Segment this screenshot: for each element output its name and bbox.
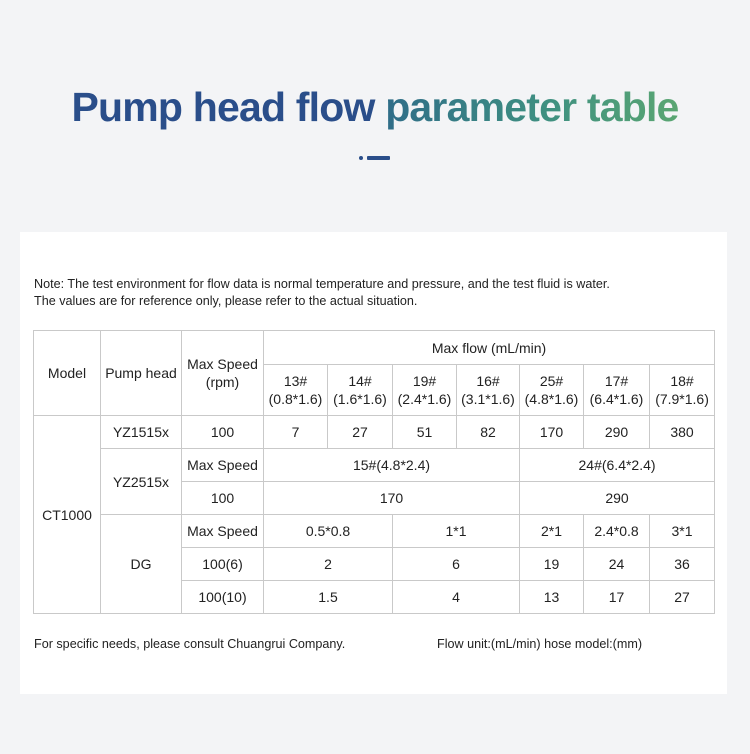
hose-dim: (4.8*1.6) (524, 391, 579, 407)
flow-value: 19 (520, 548, 584, 581)
hose-header-25 (520, 365, 584, 416)
page-title (0, 82, 750, 132)
title-part-2: parameter table (385, 84, 679, 130)
flow-value: 290 (520, 482, 715, 515)
hose-header-14 (328, 365, 393, 416)
hose-header-19 (393, 365, 457, 416)
hose-dim: (6.4*1.6) (589, 391, 644, 407)
title-part-1: Pump head flow (71, 84, 375, 130)
hose-num: 18# (670, 373, 694, 389)
pump-dg: DG (101, 515, 182, 614)
hose-size: 15#(4.8*2.4) (264, 449, 520, 482)
hose-header-13 (264, 365, 328, 416)
flow-value: 170 (520, 416, 584, 449)
note-line-2: The values are for reference only, please refer to the actual situation. (34, 294, 418, 308)
flow-value: 36 (650, 548, 715, 581)
flow-value: 4 (393, 581, 520, 614)
speed-label: Max Speed (182, 515, 264, 548)
hose-num: 17# (604, 373, 629, 389)
note (34, 276, 610, 310)
header-max-flow: Max flow (mL/min) (264, 331, 715, 365)
hose-dim: (3.1*1.6) (461, 391, 515, 407)
header-pump-head: Pump head (101, 331, 182, 416)
hose-dim: (1.6*1.6) (333, 391, 387, 407)
hose-size: 1*1 (393, 515, 520, 548)
flow-value: 6 (393, 548, 520, 581)
header-max-speed-line1: Max Speed (187, 356, 258, 372)
flow-parameter-table (33, 330, 715, 614)
footer-note: For specific needs, please consult Chuangrui Company. (34, 637, 346, 651)
speed-cell: 100 (182, 482, 264, 515)
flow-value: 1.5 (264, 581, 393, 614)
speed-label: Max Speed (182, 449, 264, 482)
flow-value: 7 (264, 416, 328, 449)
speed-cell: 100 (182, 416, 264, 449)
hose-dim: (0.8*1.6) (268, 391, 323, 407)
hose-header-18 (650, 365, 715, 416)
hose-size: 3*1 (650, 515, 715, 548)
flow-value: 170 (264, 482, 520, 515)
flow-value: 290 (584, 416, 650, 449)
hose-num: 13# (283, 373, 308, 389)
footer-units: Flow unit:(mL/min) hose model:(mm) (437, 637, 643, 651)
pump-yz2515: YZ2515x (101, 449, 182, 515)
speed-cell: 100(6) (182, 548, 264, 581)
hose-size: 24#(6.4*2.4) (520, 449, 715, 482)
flow-value: 13 (520, 581, 584, 614)
hose-dim: (7.9*1.6) (655, 391, 709, 407)
header-model: Model (34, 331, 101, 416)
flow-value: 17 (584, 581, 650, 614)
hose-size: 2.4*0.8 (584, 515, 650, 548)
model-cell: CT1000 (34, 416, 101, 614)
pump-yz1515: YZ1515x (101, 416, 182, 449)
decoration-bar (367, 156, 390, 160)
speed-cell: 100(10) (182, 581, 264, 614)
flow-value: 380 (650, 416, 715, 449)
hose-num: 14# (348, 373, 372, 389)
hose-dim: (2.4*1.6) (397, 391, 452, 407)
hose-header-16 (457, 365, 520, 416)
header-max-speed-line2: (rpm) (205, 374, 240, 390)
decoration-dot (359, 156, 363, 160)
flow-value: 51 (393, 416, 457, 449)
flow-value: 27 (650, 581, 715, 614)
flow-value: 82 (457, 416, 520, 449)
hose-size: 2*1 (520, 515, 584, 548)
note-line-1: Note: The test environment for flow data is normal temperature and pressure, and the test fluid is water. (34, 277, 610, 291)
hose-num: 25# (539, 373, 564, 389)
hose-header-17 (584, 365, 650, 416)
hose-num: 16# (476, 373, 500, 389)
header-max-speed (182, 331, 264, 416)
hose-num: 19# (412, 373, 437, 389)
flow-value: 27 (328, 416, 393, 449)
hose-size: 0.5*0.8 (264, 515, 393, 548)
flow-value: 2 (264, 548, 393, 581)
flow-value: 24 (584, 548, 650, 581)
